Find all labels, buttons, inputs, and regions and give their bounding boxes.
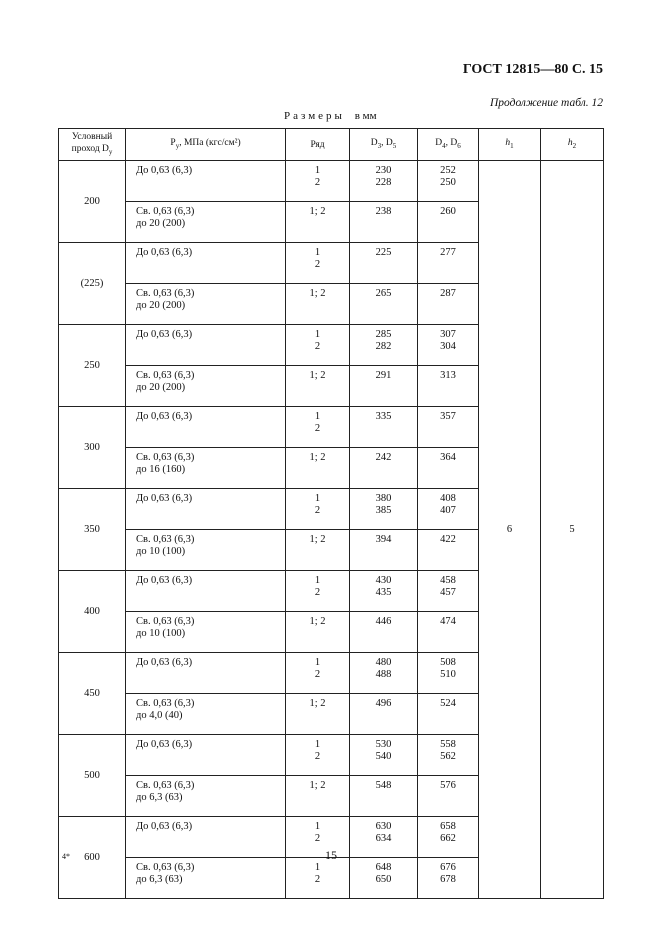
row-number-cell	[286, 407, 350, 448]
pressure-cell	[126, 735, 286, 776]
d4-d6-cell	[418, 489, 479, 530]
cell-line: 1; 2	[309, 452, 326, 463]
cell-line: До 0,63 (6,3)	[136, 739, 193, 750]
d4-d6-cell	[418, 817, 479, 858]
row-number-cell	[286, 489, 350, 530]
pressure-cell	[126, 571, 286, 612]
cell-line: 238	[375, 206, 392, 217]
cell-line: 650	[375, 874, 392, 885]
row-number-cell	[286, 202, 350, 243]
table-continuation-label: Продолжение табл. 12	[490, 97, 603, 109]
cell-line: 562	[440, 751, 456, 762]
pressure-cell	[126, 817, 286, 858]
d3-d5-cell	[350, 653, 418, 694]
cell-line: 457	[440, 587, 456, 598]
table-row	[59, 161, 604, 202]
cell-line: 364	[440, 452, 456, 463]
cell-line: 630	[375, 821, 392, 832]
row-number-cell	[286, 612, 350, 653]
cell-line: 307	[440, 329, 456, 340]
nominal-bore-cell: 350	[59, 489, 126, 571]
cell-line: до 20 (200)	[136, 218, 186, 229]
col-header-nominal-bore: Условный проход $D_у$	[59, 129, 126, 161]
cell-line: 662	[440, 833, 456, 844]
page-number: 15	[325, 848, 337, 862]
row-number-cell	[286, 858, 350, 899]
cell-line: до 16 (160)	[136, 464, 186, 475]
cell-line: 1	[314, 739, 321, 750]
d4-d6-cell	[418, 448, 479, 489]
cell-line: 1; 2	[309, 370, 326, 381]
cell-line: 250	[440, 177, 456, 188]
d3-d5-cell	[350, 489, 418, 530]
pressure-cell	[126, 694, 286, 735]
d4-d6-cell	[418, 858, 479, 899]
cell-line: 648	[375, 862, 392, 873]
cell-line: 335	[375, 411, 392, 422]
dimensions-unit: в мм	[354, 110, 377, 122]
footer-sheet-mark: 4*	[62, 852, 70, 861]
cell-line: 540	[375, 751, 392, 762]
cell-line: 380	[375, 493, 392, 504]
cell-line: 225	[375, 247, 392, 258]
cell-line: Св. 0,63 (6,3)	[136, 616, 195, 627]
cell-line: 548	[375, 780, 392, 791]
row-number-cell	[286, 448, 350, 489]
cell-line: 228	[375, 177, 392, 188]
dimensions-label: Размеры	[284, 110, 345, 122]
d3-d5-cell	[350, 735, 418, 776]
cell-line: 260	[440, 206, 456, 217]
pressure-cell	[126, 161, 286, 202]
row-number-cell	[286, 530, 350, 571]
flange-dimensions-table	[58, 128, 604, 899]
d4-d6-cell	[418, 161, 479, 202]
table-header-row	[59, 129, 604, 161]
cell-line: 474	[440, 616, 456, 627]
cell-line: 291	[375, 370, 392, 381]
cell-line: 2	[314, 751, 321, 762]
row-number-cell	[286, 325, 350, 366]
d4-d6-cell	[418, 366, 479, 407]
cell-line: до 10 (100)	[136, 628, 186, 639]
cell-line: 1	[314, 493, 321, 504]
cell-line: 1; 2	[309, 534, 326, 545]
cell-line: До 0,63 (6,3)	[136, 821, 193, 832]
row-number-cell	[286, 366, 350, 407]
document-header-title: ГОСТ 12815—80 С. 15	[462, 62, 603, 77]
col-header-pressure: $P_у$, МПа (кгс/см²)	[126, 129, 286, 161]
d4-d6-cell	[418, 243, 479, 284]
cell-line: 230	[375, 165, 392, 176]
row-number-cell	[286, 284, 350, 325]
pressure-cell	[126, 489, 286, 530]
cell-line: 304	[440, 341, 456, 352]
d4-d6-cell	[418, 776, 479, 817]
cell-line: До 0,63 (6,3)	[136, 411, 193, 422]
d4-d6-cell	[418, 694, 479, 735]
d4-d6-cell	[418, 202, 479, 243]
cell-line: До 0,63 (6,3)	[136, 247, 193, 258]
d3-d5-cell	[350, 448, 418, 489]
d3-d5-cell	[350, 858, 418, 899]
col-header-h1: $h_1$	[479, 129, 541, 161]
cell-line: 1	[314, 329, 321, 340]
cell-line: 408	[440, 493, 456, 504]
pressure-cell	[126, 530, 286, 571]
d3-d5-cell	[350, 325, 418, 366]
row-number-cell	[286, 571, 350, 612]
nominal-bore-cell: 300	[59, 407, 126, 489]
cell-line: до 20 (200)	[136, 382, 186, 393]
cell-line: до 10 (100)	[136, 546, 186, 557]
d4-d6-cell	[418, 653, 479, 694]
cell-line: 282	[375, 341, 392, 352]
cell-line: 1; 2	[309, 288, 326, 299]
cell-line: Св. 0,63 (6,3)	[136, 862, 195, 873]
cell-line: до 20 (200)	[136, 300, 186, 311]
cell-line: 2	[314, 177, 321, 188]
row-number-cell	[286, 817, 350, 858]
nominal-bore-cell: 500	[59, 735, 126, 817]
cell-line: 496	[375, 698, 392, 709]
cell-line: 407	[440, 505, 456, 516]
d4-d6-cell	[418, 284, 479, 325]
pressure-cell	[126, 202, 286, 243]
cell-line: 252	[440, 165, 456, 176]
cell-line: 2	[314, 259, 321, 270]
cell-line: 2	[314, 423, 321, 434]
cell-line: 2	[314, 505, 321, 516]
h2-value-cell: 5	[541, 161, 604, 899]
cell-line: 435	[375, 587, 392, 598]
col-header-h2: $h_2$	[541, 129, 604, 161]
cell-line: 1	[314, 247, 321, 258]
cell-line: Св. 0,63 (6,3)	[136, 780, 195, 791]
pressure-cell	[126, 407, 286, 448]
cell-line: 2	[314, 833, 321, 844]
row-number-cell	[286, 243, 350, 284]
nominal-bore-cell: 400	[59, 571, 126, 653]
d3-d5-cell	[350, 817, 418, 858]
cell-line: Св. 0,63 (6,3)	[136, 206, 195, 217]
d4-d6-cell	[418, 325, 479, 366]
cell-line: 277	[440, 247, 456, 258]
d4-d6-cell	[418, 571, 479, 612]
cell-line: 1; 2	[309, 616, 326, 627]
nominal-bore-cell: 250	[59, 325, 126, 407]
cell-line: 2	[314, 587, 321, 598]
cell-line: 530	[375, 739, 392, 750]
cell-line: 634	[375, 833, 392, 844]
cell-line: 480	[375, 657, 392, 668]
pressure-cell	[126, 366, 286, 407]
dimensions-note	[284, 110, 377, 122]
cell-line: Св. 0,63 (6,3)	[136, 534, 195, 545]
cell-line: до 6,3 (63)	[136, 874, 183, 885]
cell-line: Св. 0,63 (6,3)	[136, 288, 195, 299]
cell-line: 1	[314, 575, 321, 586]
cell-line: До 0,63 (6,3)	[136, 657, 193, 668]
cell-line: 458	[440, 575, 456, 586]
row-number-cell	[286, 161, 350, 202]
cell-line: 678	[440, 874, 456, 885]
pressure-cell	[126, 776, 286, 817]
row-number-cell	[286, 694, 350, 735]
cell-line: Св. 0,63 (6,3)	[136, 452, 195, 463]
d3-d5-cell	[350, 694, 418, 735]
col-header-d3-d5: $D_3$, $D_5$	[350, 129, 418, 161]
cell-line: Св. 0,63 (6,3)	[136, 698, 195, 709]
cell-line: до 6,3 (63)	[136, 792, 183, 803]
cell-line: 508	[440, 657, 456, 668]
d3-d5-cell	[350, 571, 418, 612]
pressure-cell	[126, 448, 286, 489]
nominal-bore-cell: (225)	[59, 243, 126, 325]
cell-line: 394	[375, 534, 392, 545]
cell-line: 558	[440, 739, 456, 750]
cell-line: До 0,63 (6,3)	[136, 165, 193, 176]
col-header-row: Ряд	[286, 129, 350, 161]
cell-line: 576	[440, 780, 456, 791]
d3-d5-cell	[350, 202, 418, 243]
d4-d6-cell	[418, 735, 479, 776]
d3-d5-cell	[350, 407, 418, 448]
h1-value-cell: 6	[479, 161, 541, 899]
cell-line: Св. 0,63 (6,3)	[136, 370, 195, 381]
cell-line: 446	[375, 616, 392, 627]
d3-d5-cell	[350, 530, 418, 571]
nominal-bore-cell: 600	[59, 817, 126, 899]
cell-line: 357	[440, 411, 456, 422]
d3-d5-cell	[350, 161, 418, 202]
cell-line: 313	[440, 370, 456, 381]
cell-line: 242	[375, 452, 392, 463]
d3-d5-cell	[350, 776, 418, 817]
cell-line: 287	[440, 288, 456, 299]
cell-line: До 0,63 (6,3)	[136, 575, 193, 586]
pressure-cell	[126, 284, 286, 325]
pressure-cell	[126, 243, 286, 284]
cell-line: 385	[375, 505, 392, 516]
d4-d6-cell	[418, 407, 479, 448]
cell-line: 2	[314, 874, 321, 885]
cell-line: 285	[375, 329, 392, 340]
cell-line: До 0,63 (6,3)	[136, 329, 193, 340]
col-header-d4-d6: $D_4$, $D_6$	[418, 129, 479, 161]
cell-line: 676	[440, 862, 456, 873]
cell-line: 510	[440, 669, 456, 680]
d3-d5-cell	[350, 612, 418, 653]
cell-line: 1	[314, 821, 321, 832]
cell-line: 265	[375, 288, 392, 299]
d4-d6-cell	[418, 530, 479, 571]
pressure-cell	[126, 612, 286, 653]
cell-line: 1; 2	[309, 206, 326, 217]
cell-line: 430	[375, 575, 392, 586]
cell-line: 1	[314, 657, 321, 668]
cell-line: 1	[314, 862, 321, 873]
cell-line: 2	[314, 341, 321, 352]
cell-line: 1	[314, 411, 321, 422]
cell-line: до 4,0 (40)	[136, 710, 183, 721]
row-number-cell	[286, 735, 350, 776]
row-number-cell	[286, 653, 350, 694]
pressure-cell	[126, 858, 286, 899]
d3-d5-cell	[350, 284, 418, 325]
cell-line: 488	[375, 669, 392, 680]
d3-d5-cell	[350, 243, 418, 284]
pressure-cell	[126, 325, 286, 366]
cell-line: 1	[314, 165, 321, 176]
cell-line: 422	[440, 534, 456, 545]
row-number-cell	[286, 776, 350, 817]
nominal-bore-cell: 450	[59, 653, 126, 735]
d3-d5-cell	[350, 366, 418, 407]
cell-line: 1; 2	[309, 780, 326, 791]
pressure-cell	[126, 653, 286, 694]
d4-d6-cell	[418, 612, 479, 653]
cell-line: 524	[440, 698, 456, 709]
cell-line: 658	[440, 821, 456, 832]
cell-line: До 0,63 (6,3)	[136, 493, 193, 504]
cell-line: 2	[314, 669, 321, 680]
nominal-bore-cell: 200	[59, 161, 126, 243]
cell-line: 1; 2	[309, 698, 326, 709]
